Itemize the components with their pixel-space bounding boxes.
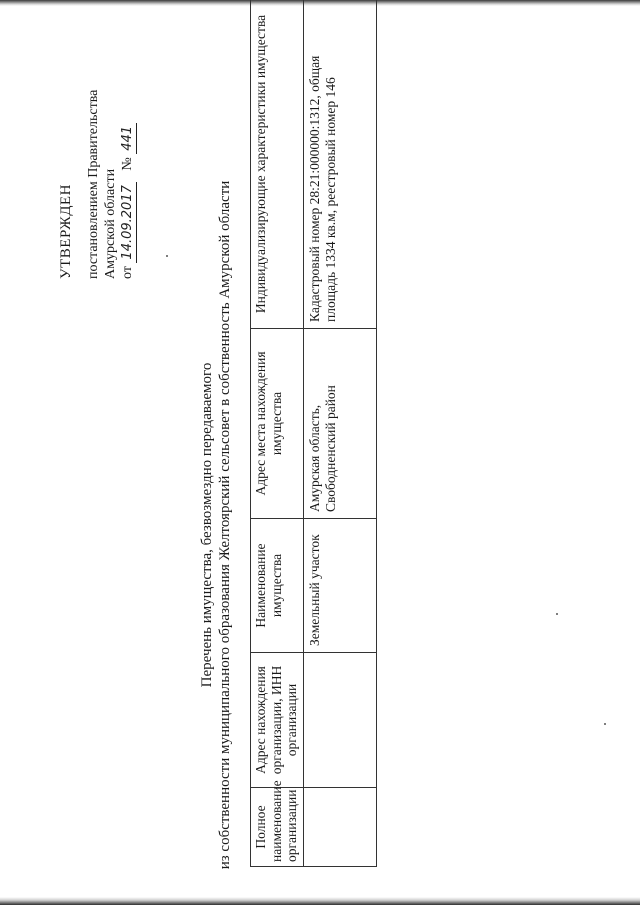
cell-org-address (304, 653, 377, 788)
table-row (304, 0, 377, 867)
approval-stamp-block (58, 29, 137, 279)
property-table (250, 0, 377, 867)
approval-date-line (119, 29, 137, 279)
cell-property-characteristics: Кадастровый номер 28:21:000000:1312, общая площадь 1334 кв.м, реестровый номер 146 (304, 0, 377, 329)
approval-line-2: Амурской области (103, 168, 118, 279)
approval-status: УТВЕРЖДЕН (58, 184, 74, 279)
number-prefix: № (120, 157, 135, 171)
header-property-characteristics: Индивидуализирующие характеристики имущества (251, 0, 304, 329)
scan-speck (166, 255, 168, 257)
header-property-address: Адрес места нахождения имущества (251, 329, 304, 519)
scan-speck (556, 613, 558, 615)
cell-org-name (304, 788, 377, 867)
header-org-name: Полное наименование организации (251, 788, 304, 867)
scan-edge-bottom (0, 897, 640, 905)
number-value: 441 (119, 123, 137, 154)
scan-speck (604, 723, 606, 725)
date-value: 14.09.2017 (119, 182, 137, 262)
document-title (198, 175, 234, 875)
title-line-1: Перечень имущества, безвозмездно передаваемого (199, 362, 215, 688)
title-line-2: из собственности муниципального образования Желтоярский сельсовет в собственность Амурской области (217, 180, 233, 870)
cell-property-name: Земельный участок (304, 519, 377, 653)
cell-property-address: Амурская область, Свободненский район (304, 329, 377, 519)
header-property-name: Наименование имущества (251, 519, 304, 653)
table-header-row (251, 0, 304, 867)
header-org-address: Адрес нахождения организации, ИНН организации (251, 653, 304, 788)
approval-line-1: постановлением Правительства (86, 89, 101, 279)
date-prefix: от (120, 266, 135, 279)
